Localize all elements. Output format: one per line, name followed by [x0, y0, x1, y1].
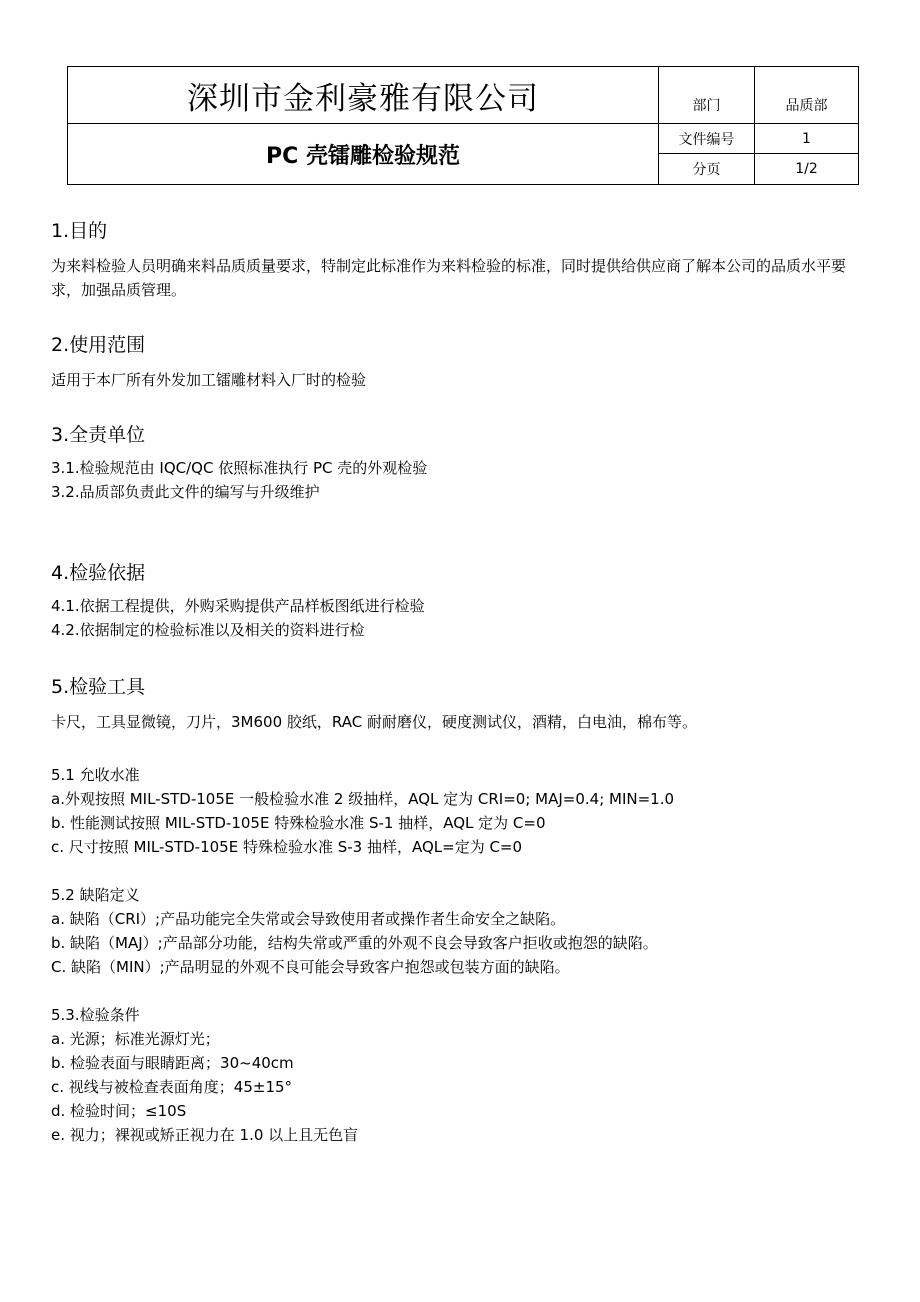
section-paragraph: 适用于本厂所有外发加工镭雕材料入厂时的检验: [51, 371, 367, 389]
section-basis: [51, 560, 871, 642]
dept-label: 部门: [659, 67, 755, 124]
section-heading: 3.全责单位: [51, 424, 146, 446]
section-heading: 5.检验工具: [51, 676, 146, 698]
document-header-table: [67, 66, 859, 185]
section-heading: 2.使用范围: [51, 334, 146, 356]
list-item: b. 检验表面与眼睛距离；30~40cm: [51, 1054, 294, 1072]
company-name: 深圳市金利豪雅有限公司: [68, 67, 659, 124]
section-defect-definition: [51, 883, 871, 979]
list-item: 3.1.检验规范由 IQC/QC 依照标准执行 PC 壳的外观检验: [51, 459, 428, 477]
list-item: a. 缺陷（CRI）;产品功能完全失常或会导致使用者或操作者生命安全之缺陷。: [51, 910, 566, 928]
list-item: d. 检验时间；≤10S: [51, 1102, 187, 1120]
list-item: 4.2.依据制定的检验标准以及相关的资料进行检: [51, 621, 365, 639]
list-item: 3.2.品质部负责此文件的编写与升级维护: [51, 483, 320, 501]
sub-heading: 5.2 缺陷定义: [51, 886, 140, 904]
document-body: [51, 218, 871, 1147]
section-heading: 4.检验依据: [51, 562, 146, 584]
page-label: 分页: [659, 154, 755, 185]
list-item: c. 尺寸按照 MIL-STD-105E 特殊检验水准 S-3 抽样，AQL=定为 C=0: [51, 838, 523, 856]
list-item: b. 缺陷（MAJ）;产品部分功能，结构失常或严重的外观不良会导致客户拒收或抱怨的缺陷。: [51, 934, 658, 952]
sub-heading: 5.1 允收水准: [51, 766, 140, 784]
section-paragraph: 为来料检验人员明确来料品质质量要求，特制定此标准作为来料检验的标准，同时提供给供应商了解本公司的品质水平要求，加强品质管理。: [51, 257, 847, 299]
section-responsibility: [51, 422, 871, 504]
section-purpose: [51, 218, 871, 302]
section-acceptance-level: [51, 763, 871, 859]
list-item: C. 缺陷（MIN）;产品明显的外观不良可能会导致客户抱怨或包装方面的缺陷。: [51, 958, 570, 976]
docno-label: 文件编号: [659, 124, 755, 154]
dept-value: 品质部: [755, 67, 859, 124]
list-item: a.外观按照 MIL-STD-105E 一般检验水准 2 级抽样，AQL 定为 CRI=0; MAJ=0.4; MIN=1.0: [51, 790, 675, 808]
list-item: e. 视力；裸视或矫正视力在 1.0 以上且无色盲: [51, 1126, 359, 1144]
list-item: b. 性能测试按照 MIL-STD-105E 特殊检验水准 S-1 抽样，AQL 定为 C=0: [51, 814, 546, 832]
section-tools: [51, 674, 871, 734]
list-item: a. 光源；标准光源灯光；: [51, 1030, 220, 1048]
section-paragraph: 卡尺，工具显微镜，刀片，3M600 胶纸，RAC 耐耐磨仪，硬度测试仪，酒精，白电油，棉布等。: [51, 713, 697, 731]
section-heading: 1.目的: [51, 220, 108, 242]
list-item: 4.1.依据工程提供，外购采购提供产品样板图纸进行检验: [51, 597, 425, 615]
sub-heading: 5.3.检验条件: [51, 1006, 140, 1024]
page-value: 1/2: [755, 154, 859, 185]
document-title: PC 壳镭雕检验规范: [68, 124, 659, 185]
list-item: c. 视线与被检查表面角度；45±15°: [51, 1078, 293, 1096]
section-scope: [51, 332, 871, 392]
section-inspection-conditions: [51, 1003, 871, 1147]
docno-value: 1: [755, 124, 859, 154]
